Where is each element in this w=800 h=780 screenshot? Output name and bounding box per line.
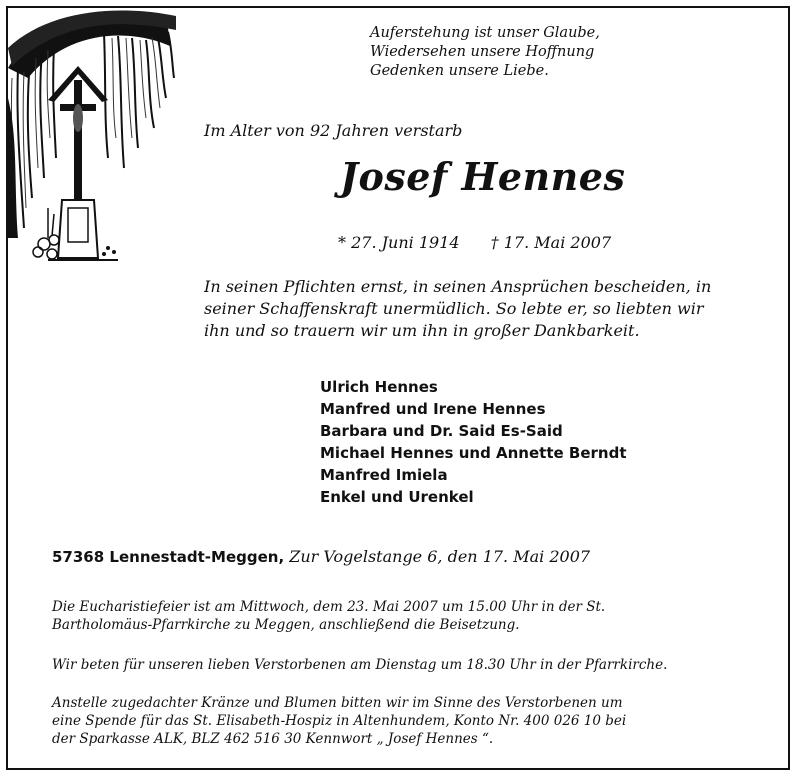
prayer-info [52,656,772,674]
mourner-name: Michael Hennes und Annette Berndt [320,444,627,462]
deceased-name: Josef Hennes [340,154,626,199]
tribute-line: In seinen Pflichten ernst, in seinen Ansprüchen bescheiden, in [204,277,712,296]
mourner-name: Enkel und Urenkel [320,488,474,506]
info-line: Anstelle zugedachter Kränze und Blumen bitten wir im Sinne des Verstorbenen um [52,695,623,711]
age-line: Im Alter von 92 Jahren verstarb [204,121,463,140]
info-line: Bartholomäus-Pfarrkirche zu Meggen, anschließend die Beisetzung. [52,617,520,633]
address-place: 57368 Lennestadt-Meggen, [52,548,285,566]
mourner-name: Ulrich Hennes [320,378,438,396]
quote-line: Wiedersehen unsere Hoffnung [370,44,595,60]
obituary-notice [6,6,790,770]
death-date: † 17. Mai 2007 [490,233,612,252]
quote-line: Gedenken unsere Liebe. [370,63,549,79]
donation-info [52,694,772,748]
wayside-cross-illustration [8,8,178,268]
mourner-name: Manfred und Irene Hennes [320,400,546,418]
mourner-name: Manfred Imiela [320,466,448,484]
mourner-name: Barbara und Dr. Said Es-Said [320,422,563,440]
tribute-text [204,276,774,342]
info-line: eine Spende für das St. Elisabeth-Hospiz in Altenhundem, Konto Nr. 400 026 10 bei [52,713,627,729]
bible-quote [370,24,600,81]
info-line: der Sparkasse ALK, BLZ 462 516 30 Kennwort „ Josef Hennes “. [52,731,494,747]
birth-date: * 27. Juni 1914 [338,233,460,252]
info-line: Die Eucharistiefeier ist am Mittwoch, dem 23. Mai 2007 um 15.00 Uhr in der St. [52,599,606,615]
tribute-line: ihn und so trauern wir um ihn in großer Dankbarkeit. [204,321,640,340]
address-street-date: Zur Vogelstange 6, den 17. Mai 2007 [289,547,591,566]
address-line [52,547,590,566]
quote-line: Auferstehung ist unser Glaube, [370,25,600,41]
life-dates [338,233,611,252]
mourners-list [320,376,627,508]
mass-info [52,598,772,634]
info-line: Wir beten für unseren lieben Verstorbenen am Dienstag um 18.30 Uhr in der Pfarrkirche. [52,657,668,673]
tribute-line: seiner Schaffenskraft unermüdlich. So lebte er, so liebten wir [204,299,704,318]
